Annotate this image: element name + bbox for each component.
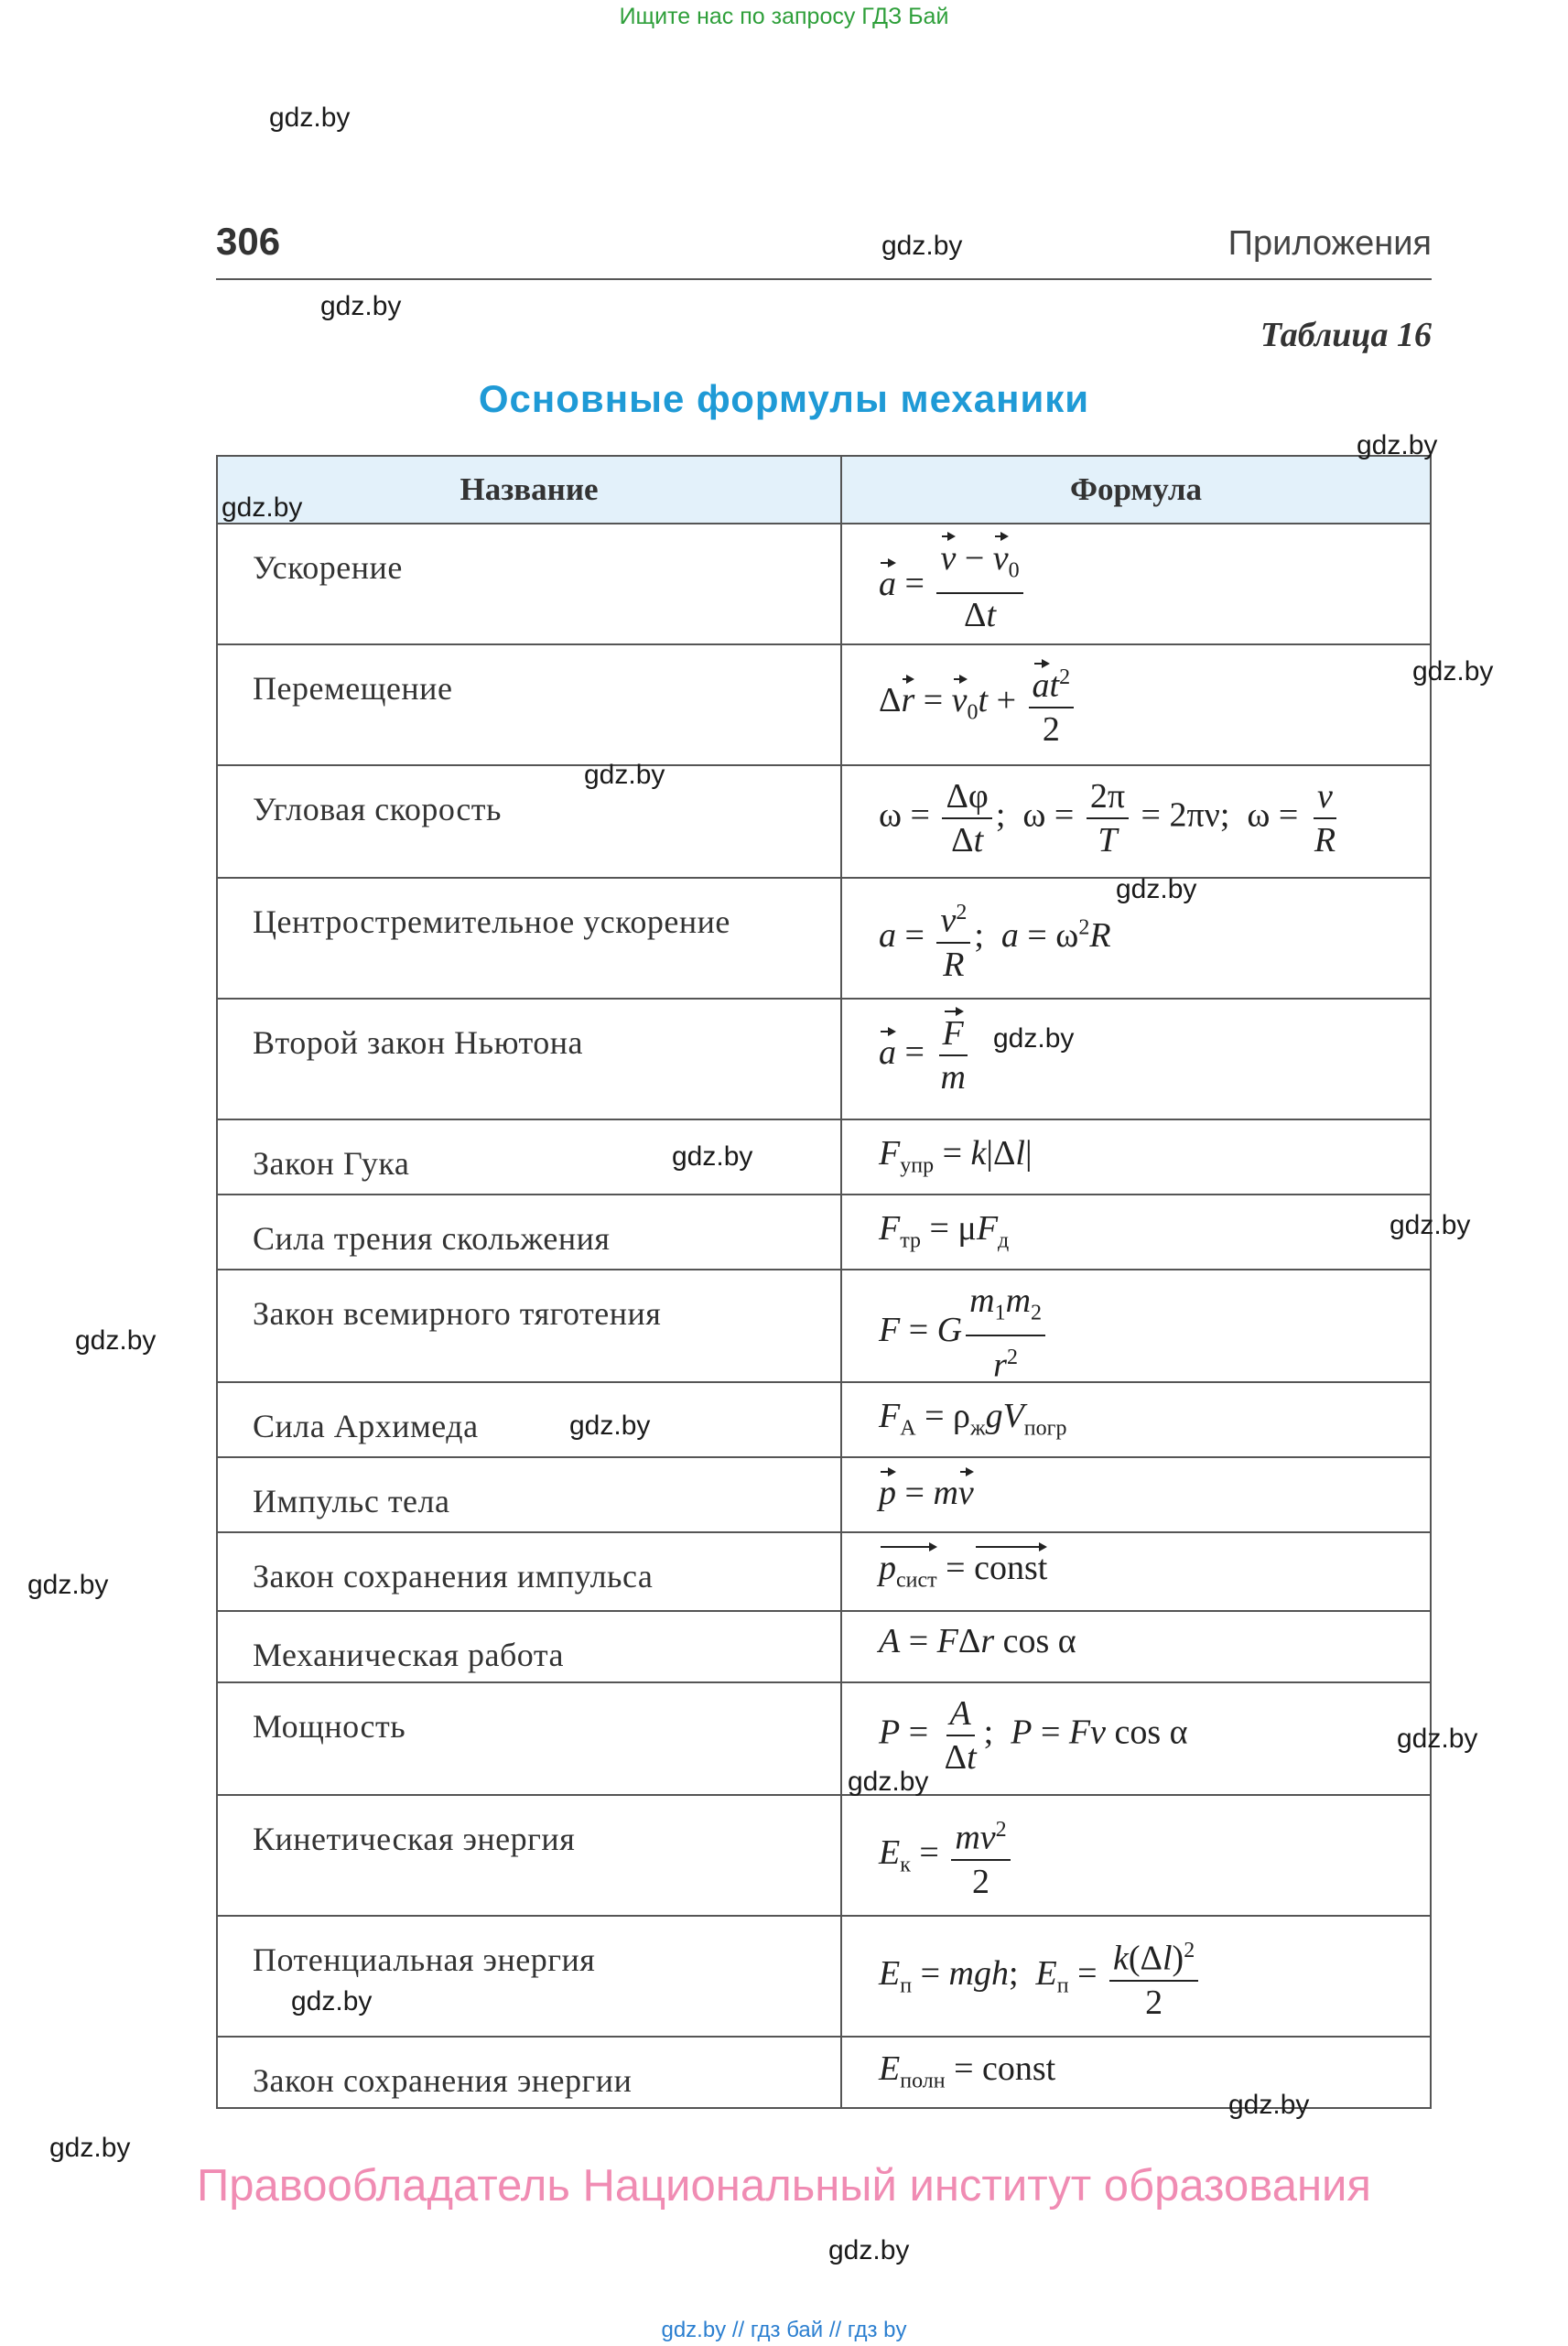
table-row (217, 1532, 1431, 1611)
row-name: Потенциальная энергия (217, 1916, 841, 2037)
table-row (217, 1119, 1431, 1195)
column-header-name: Название (217, 456, 841, 524)
table-row (217, 1457, 1431, 1532)
row-name: Перемещение (217, 644, 841, 765)
row-formula: $F_{упр} = k|\Delta l|$ (841, 1119, 1431, 1195)
row-name: Закон сохранения энергии (217, 2037, 841, 2108)
table-row (217, 1611, 1431, 1682)
row-name: Ускорение (217, 524, 841, 644)
row-formula: P = $\frac{A}{\Delta t}$ ; P = Fv cos α (841, 1682, 1431, 1795)
watermark: gdz.by (881, 231, 963, 261)
header-rule (216, 278, 1432, 280)
watermark: gdz.by (49, 2133, 131, 2163)
table-row (217, 1270, 1431, 1382)
table-row (217, 1795, 1431, 1916)
row-formula: $F_A = \rho_жgV_{погр}$ (841, 1382, 1431, 1457)
page-number: 306 (216, 220, 281, 263)
watermark: gdz.by (569, 1411, 651, 1441)
row-formula: $F_{тр} = \mu F_д$ (841, 1195, 1431, 1270)
footer-links[interactable]: gdz.by // гдз бай // гдз by (661, 2318, 907, 2342)
row-name: Мощность (217, 1682, 841, 1795)
row-name: Угловая скорость (217, 765, 841, 878)
row-name: Кинетическая энергия (217, 1795, 841, 1916)
table-row (217, 1382, 1431, 1457)
watermark: gdz.by (269, 103, 351, 133)
row-formula: $p_{сист}$ = const (841, 1532, 1431, 1611)
watermark: gdz.by (672, 1141, 753, 1172)
table-label: Таблица 16 (1260, 316, 1432, 354)
row-name: Закон Гука (217, 1119, 841, 1195)
row-formula: $E_п$ = mgh; $E_п$ = $\frac{k(\Delta l)^2}{2}$ (841, 1916, 1431, 2037)
watermark: gdz.by (848, 1767, 929, 1797)
watermark: gdz.by (75, 1325, 157, 1356)
watermark: gdz.by (1390, 1210, 1471, 1240)
page-title: Основные формулы механики (478, 377, 1090, 420)
watermark: gdz.by (222, 492, 303, 523)
watermark: gdz.by (291, 1986, 373, 2016)
watermark: gdz.by (320, 291, 402, 321)
column-header-formula: Формула (841, 456, 1431, 524)
table-header-row (217, 456, 1431, 524)
row-formula: ω = $\frac{\Delta\varphi}{\Delta t}$ ; ω = $\frac{2\pi}{T}$ = 2πν; ω = $\frac{v}{R}$ (841, 765, 1431, 878)
top-banner[interactable]: Ищите нас по запросу ГДЗ Бай (619, 4, 949, 29)
table-row (217, 524, 1431, 644)
table-row (217, 1916, 1431, 2037)
row-name: Сила Архимеда (217, 1382, 841, 1457)
row-name: Закон всемирного тяготения (217, 1270, 841, 1382)
row-formula: a = $\frac{F}{m}$ (841, 999, 1431, 1119)
watermark: gdz.by (1228, 2090, 1310, 2120)
watermark: gdz.by (1357, 430, 1438, 460)
row-name: Центростремительное ускорение (217, 878, 841, 999)
row-name: Закон сохранения импульса (217, 1532, 841, 1611)
section-title: Приложения (1227, 224, 1432, 263)
watermark: gdz.by (1412, 656, 1494, 687)
watermark: gdz.by (584, 760, 665, 790)
table-row (217, 1195, 1431, 1270)
row-formula: $\Delta r = v_0t$ + $\frac{at^2}{2}$ (841, 644, 1431, 765)
formulas-table (216, 455, 1432, 2109)
table-row (217, 644, 1431, 765)
row-formula: a = $\frac{v^2}{R}$ ; $a = \omega^2R$ (841, 878, 1431, 999)
row-formula: p = mv (841, 1457, 1431, 1532)
watermark: gdz.by (993, 1023, 1075, 1054)
watermark: gdz.by (1397, 1724, 1478, 1754)
row-name: Механическая работа (217, 1611, 841, 1682)
watermark: gdz.by (1116, 874, 1197, 904)
copyright-notice: Правообладатель Национальный институт образования (197, 2161, 1371, 2211)
table-row (217, 1682, 1431, 1795)
row-formula: F = G $\frac{m_1m_2}{r^2}$ (841, 1270, 1431, 1382)
row-name: Импульс тела (217, 1457, 841, 1532)
row-name: Сила трения скольжения (217, 1195, 841, 1270)
watermark: gdz.by (27, 1570, 109, 1600)
watermark: gdz.by (828, 2235, 910, 2265)
row-name: Второй закон Ньютона (217, 999, 841, 1119)
row-formula: A = FΔr cos α (841, 1611, 1431, 1682)
row-formula: $E_{полн}$ = const (841, 2037, 1431, 2108)
row-formula: a = $\frac{v - v_0}{\Delta t}$ (841, 524, 1431, 644)
table-row (217, 765, 1431, 878)
row-formula: $E_к$ = $\frac{mv^2}{2}$ (841, 1795, 1431, 1916)
table-row (217, 878, 1431, 999)
table-row (217, 999, 1431, 1119)
